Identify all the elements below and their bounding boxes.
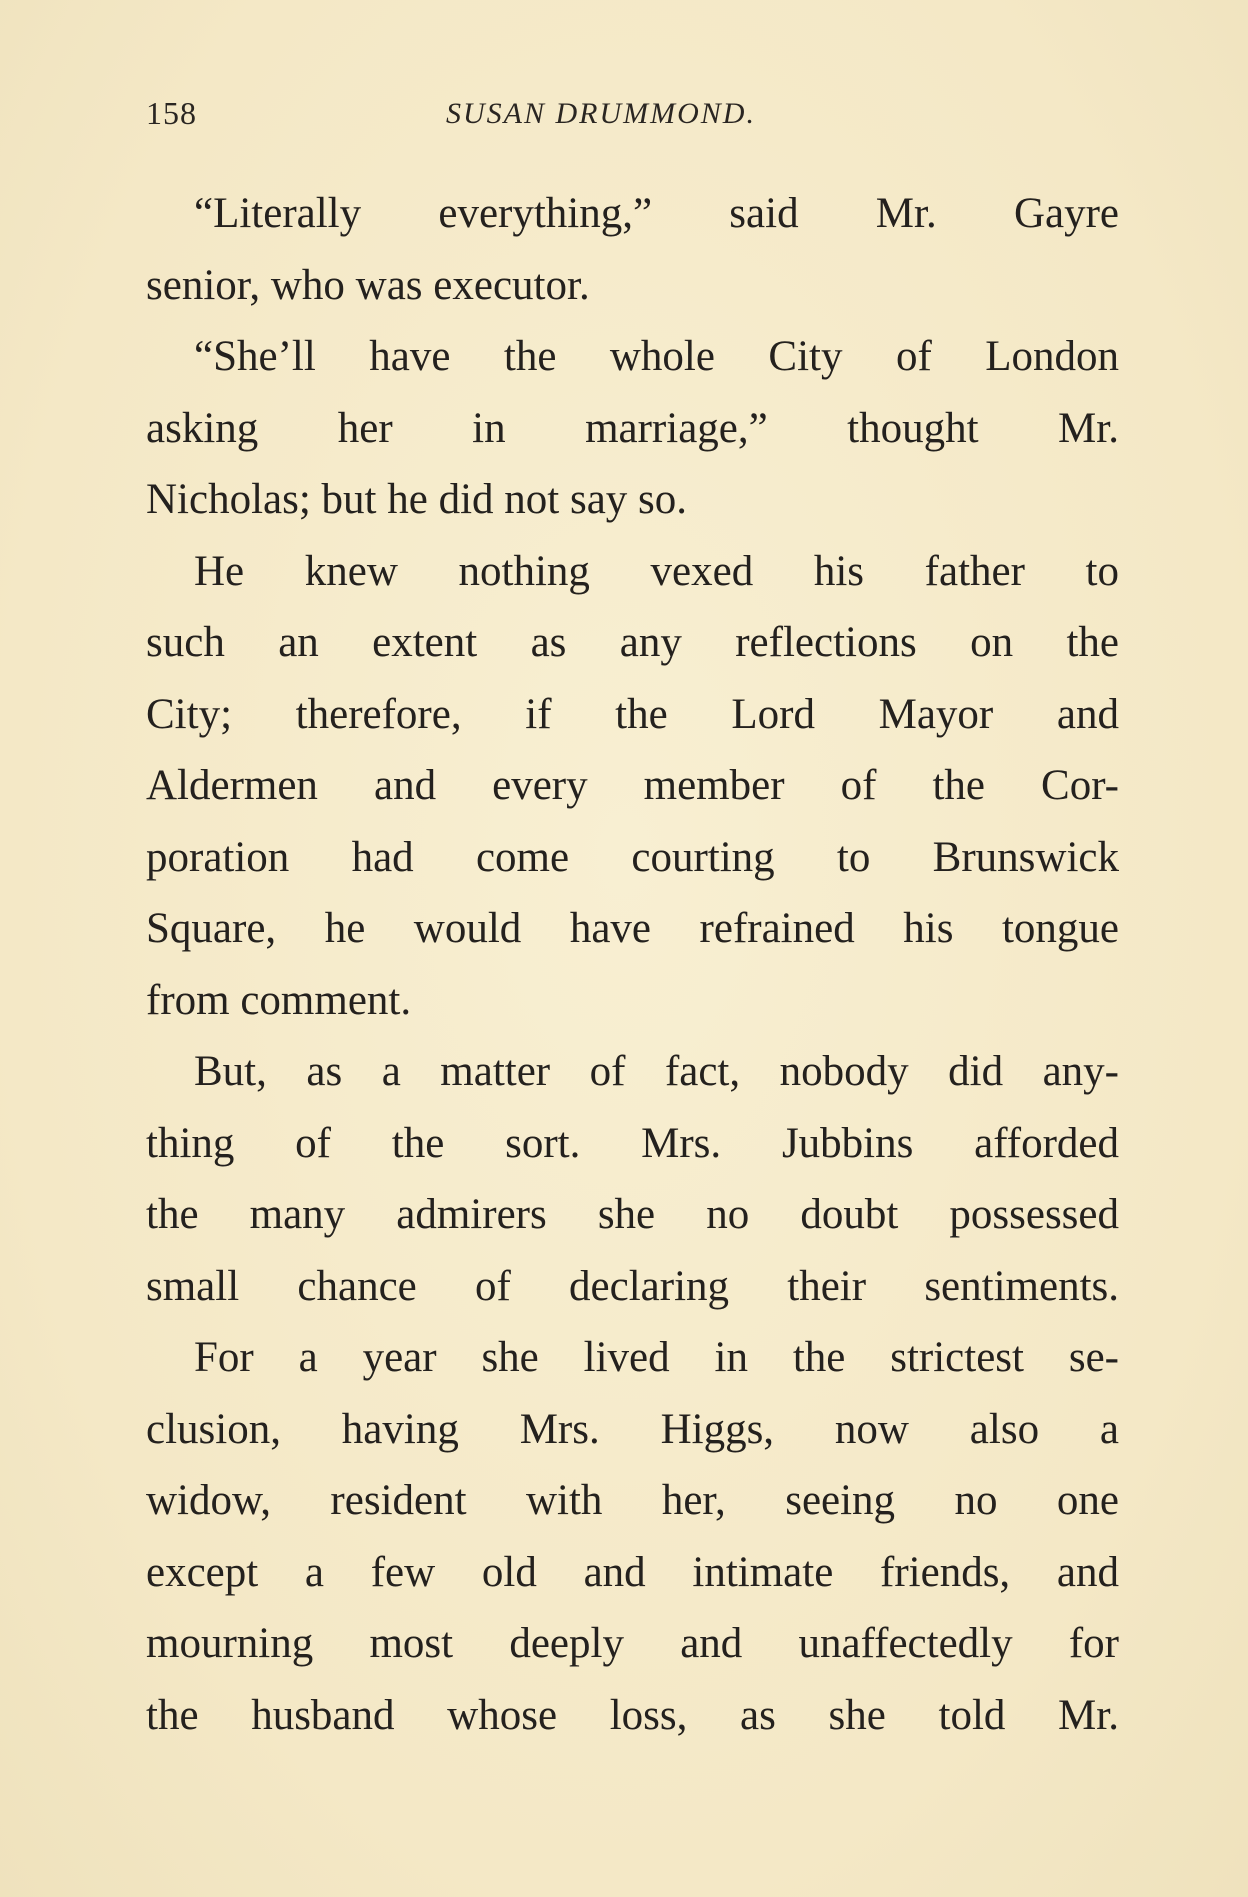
text-line: small chance of declaring their sentiments.	[146, 1262, 1119, 1310]
text-line: except a few old and intimate friends, and	[146, 1548, 1119, 1596]
text-line: the husband whose loss, as she told Mr.	[146, 1691, 1119, 1739]
text-line: But, as a matter of fact, nobody did any-	[194, 1048, 1119, 1095]
text-line: “Literally everything,” said Mr. Gayre	[194, 190, 1119, 237]
text-line: Square, he would have refrained his tongue	[146, 905, 1119, 952]
text-line: City; therefore, if the Lord Mayor and	[146, 690, 1119, 738]
text-line: such an extent as any reflections on the	[146, 619, 1119, 666]
text-line: thing of the sort. Mrs. Jubbins afforded	[146, 1119, 1119, 1167]
text-line: Nicholas; but he did not say so.	[146, 476, 688, 523]
text-line: Aldermen and every member of the Cor-	[146, 762, 1119, 809]
text-line: “She’ll have the whole City of London	[194, 333, 1119, 380]
text-line: widow, resident with her, seeing no one	[146, 1477, 1119, 1524]
text-line: asking her in marriage,” thought Mr.	[146, 404, 1119, 452]
text-line: mourning most deeply and unaffectedly for	[146, 1620, 1119, 1667]
text-line: clusion, having Mrs. Higgs, now also a	[146, 1405, 1119, 1453]
running-title: SUSAN DRUMMOND.	[446, 97, 756, 130]
text-line: For a year she lived in the strictest se-	[194, 1334, 1119, 1381]
body-text	[146, 178, 1119, 1751]
text-line: senior, who was executor.	[146, 261, 590, 309]
page-header	[146, 95, 1119, 135]
text-line: from comment.	[146, 976, 412, 1024]
text-line: poration had come courting to Brunswick	[146, 833, 1119, 881]
text-line: He knew nothing vexed his father to	[194, 547, 1119, 595]
text-line: the many admirers she no doubt possessed	[146, 1191, 1119, 1238]
page-number: 158	[146, 95, 197, 131]
